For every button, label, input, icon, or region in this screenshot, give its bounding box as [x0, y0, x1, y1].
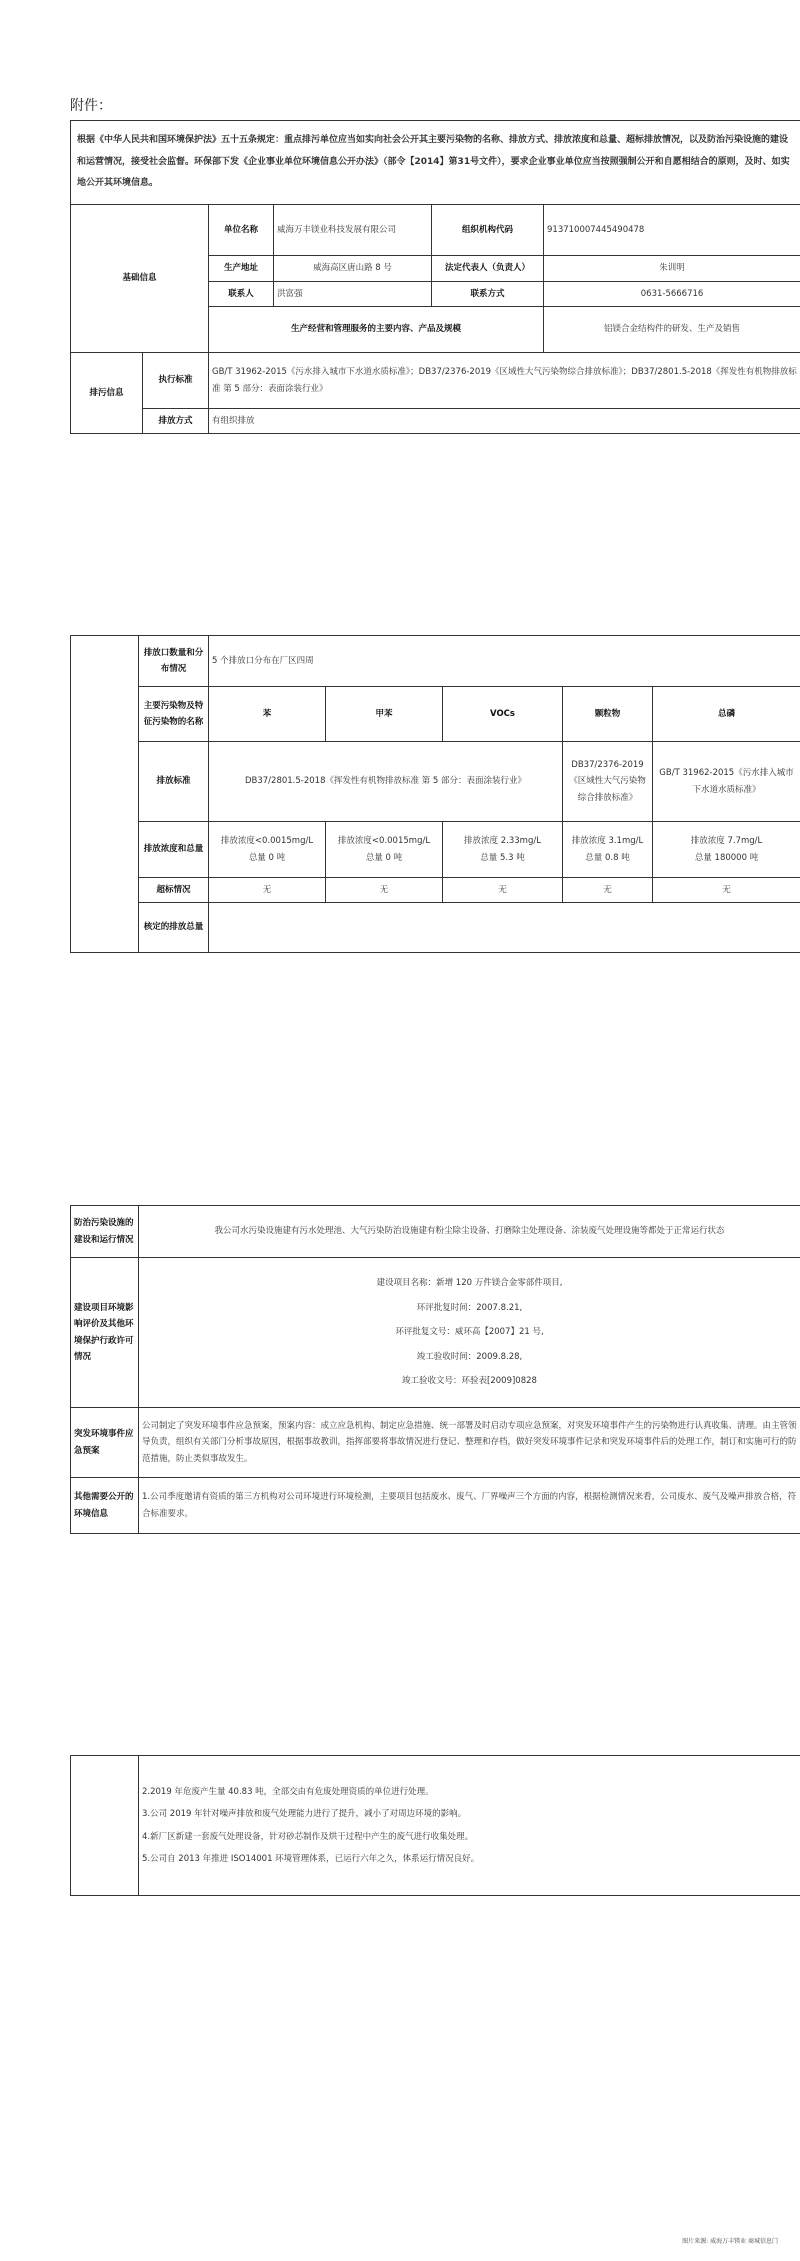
- emission-standard-particulate: DB37/2376-2019《区域性大气污染物综合排放标准》: [563, 742, 653, 822]
- business-value: 铝镁合金结构件的研发、生产及销售: [544, 307, 800, 353]
- legal-rep-value: 朱训明: [544, 256, 800, 282]
- blank-column: [71, 1756, 139, 1896]
- facility-value: 我公司水污染设施建有污水处理池、大气污染防治设施建有粉尘除尘设备、打磨除尘处理设备、涂装废气处理设施等都处于正常运行状态: [139, 1206, 800, 1258]
- pollutant-name: 苯: [209, 687, 326, 742]
- pollutant-name: 总磷: [653, 687, 800, 742]
- emergency-label: 突发环境事件应急预案: [71, 1408, 139, 1478]
- unit-name-value: 威海万丰镁业科技发展有限公司: [274, 205, 432, 256]
- pollutants-label: 主要污染物及特征污染物的名称: [139, 687, 209, 742]
- standard-label: 执行标准: [143, 353, 209, 409]
- concentration-cell: 排放浓度<0.0015mg/L 总量 0 吨: [209, 822, 326, 878]
- address-value: 威海高区唐山路 8 号: [274, 256, 432, 282]
- unit-name-label: 单位名称: [209, 205, 274, 256]
- basic-info-label: 基础信息: [71, 205, 209, 353]
- exceed-value: 无: [209, 878, 326, 903]
- facility-table: [70, 1205, 800, 1534]
- image-source-caption: 图片来源: 威海万丰镁业 商城信息门: [682, 2238, 778, 2245]
- pollution-info-label: 排污信息: [71, 353, 143, 434]
- outlets-value: 5 个排放口分布在厂区四周: [209, 636, 800, 687]
- contact-label: 联系人: [209, 282, 274, 307]
- emission-standard-phosphorus: GB/T 31962-2015《污水排入城市下水道水质标准》: [653, 742, 800, 822]
- concentration-cell: 排放浓度 7.7mg/L 总量 180000 吨: [653, 822, 800, 878]
- list-item: 4.新厂区新建一套废气处理设备，针对砂芯制作及烘干过程中产生的废气进行收集处理。: [142, 1831, 474, 1842]
- concentration-label: 排放浓度和总量: [139, 822, 209, 878]
- address-label: 生产地址: [209, 256, 274, 282]
- emission-standard-voc: DB37/2801.5-2018《挥发性有机物排放标准 第 5 部分：表面涂装行业》: [209, 742, 563, 822]
- eia-value: 建设项目名称：新增 120 万件镁合金零部件项目, 环评批复时间：2007.8.21, 环评批复文号：威环高【2007】21 号, 竣工验收时间：2009.8.28, 竣工验收文号：环验表[2009]0828: [139, 1258, 800, 1408]
- list-item: 5.公司自 2013 年推进 ISO14001 环境管理体系，已运行六年之久，体系运行情况良好。: [142, 1853, 480, 1864]
- concentration-cell: 排放浓度 3.1mg/L 总量 0.8 吨: [563, 822, 653, 878]
- phone-value: 0631-5666716: [544, 282, 800, 307]
- phone-label: 联系方式: [432, 282, 544, 307]
- list-item: 3.公司 2019 年针对噪声排放和废气处理能力进行了提升，减小了对周边环境的影响。: [142, 1809, 467, 1820]
- basic-info-table: [70, 120, 800, 434]
- exceed-label: 超标情况: [139, 878, 209, 903]
- legal-rep-label: 法定代表人（负责人）: [432, 256, 544, 282]
- exceed-value: 无: [443, 878, 563, 903]
- pollutant-name: 颗粒物: [563, 687, 653, 742]
- blank-column: [71, 636, 139, 953]
- eia-label: 建设项目环境影响评价及其他环境保护行政许可情况: [71, 1258, 139, 1408]
- pollutant-table: [70, 635, 800, 953]
- exceed-value: 无: [326, 878, 443, 903]
- emergency-value: 公司制定了突发环境事件应急预案，预案内容：成立应急机构、制定应急措施、统一部署及时启动专项应急预案，对突发环境事件产生的污染物进行认真收集、清理。由主管领导负责，组织有关部门分析事故原因，根据事故教训，指挥部要将事故情况进行登记、整理和存档，做好突发环境事件记录和突发环境事件后的处理工作，制订和实施可行的防范措施，防止类似事故发生。: [139, 1408, 800, 1478]
- attachment-label: 附件：: [70, 98, 112, 114]
- emission-standard-label: 排放标准: [139, 742, 209, 822]
- other-info-label: 其他需要公开的环境信息: [71, 1478, 139, 1534]
- pollutant-name: VOCs: [443, 687, 563, 742]
- business-label: 生产经营和管理服务的主要内容、产品及规模: [209, 307, 544, 353]
- concentration-cell: 排放浓度<0.0015mg/L 总量 0 吨: [326, 822, 443, 878]
- method-value: 有组织排放: [209, 409, 800, 434]
- contact-value: 洪富强: [274, 282, 432, 307]
- continuation-table: [70, 1755, 800, 1896]
- list-item: 2.2019 年危废产生量 40.83 吨，全部交由有危废处理资质的单位进行处理。: [142, 1787, 434, 1798]
- intro-text: 根据《中华人民共和国环境保护法》五十五条规定：重点排污单位应当如实向社会公开其主要污染物的名称、排放方式、排放浓度和总量、超标排放情况，以及防治污染设施的建设和运营情况，接受社会监督。环保部下发《企业事业单位环境信息公开办法》（部令【2014】第31号文件），要求企业事业单位应当按照强制公开和自愿相结合的原则，及时、如实地公开其环境信息。: [71, 121, 800, 205]
- org-code-value: 91371000744549047​8: [544, 205, 800, 256]
- other-info-value: 1.公司季度邀请有资质的第三方机构对公司环境进行环境检测，主要项目包括废水、废气、厂界噪声三个方面的内容，根据检测情况来看，公司废水、废气及噪声排放合格，符合标准要求。: [139, 1478, 800, 1534]
- pollutant-name: 甲苯: [326, 687, 443, 742]
- concentration-cell: 排放浓度 2.33mg/L 总量 5.3 吨: [443, 822, 563, 878]
- approved-total-value: [209, 903, 800, 953]
- approved-total-label: 核定的排放总量: [139, 903, 209, 953]
- standard-value: GB/T 31962-2015《污水排入城市下水道水质标准》；DB37/2376-2019《区域性大气污染物综合排放标准》；DB37/2801.5-2018《挥发性有机物排放标准 第 5 部分：表面涂装行业》: [209, 353, 800, 409]
- continuation-list: [139, 1756, 800, 1896]
- facility-label: 防治污染设施的建设和运行情况: [71, 1206, 139, 1258]
- exceed-value: 无: [563, 878, 653, 903]
- org-code-label: 组织机构代码: [432, 205, 544, 256]
- method-label: 排放方式: [143, 409, 209, 434]
- exceed-value: 无: [653, 878, 800, 903]
- outlets-label: 排放口数量和分布情况: [139, 636, 209, 687]
